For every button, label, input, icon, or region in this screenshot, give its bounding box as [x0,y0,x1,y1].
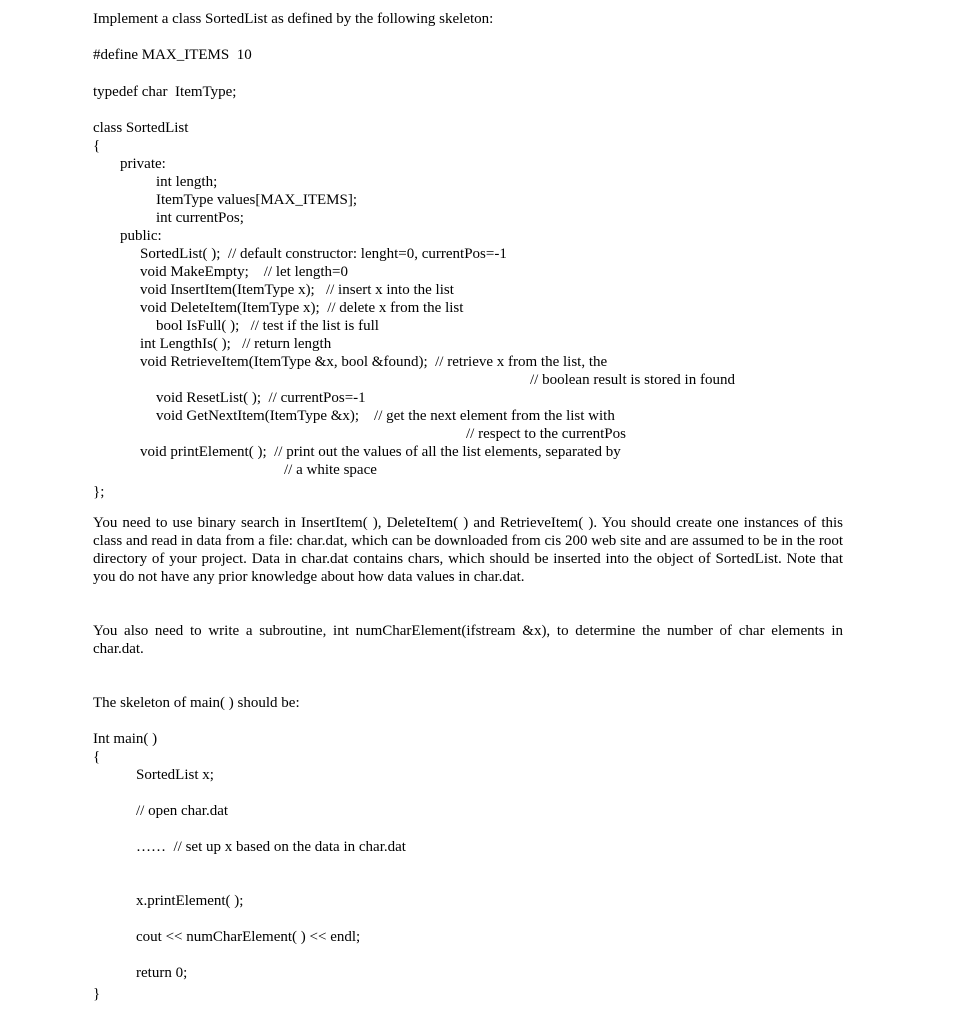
method-printelement-comment: // a white space [284,462,377,478]
method-retrieveitem: void RetrieveItem(ItemType &x, bool &found); // retrieve x from the list, the [140,354,608,370]
main-cout-line: cout << numCharElement( ) << endl; [136,929,361,945]
method-isfull: bool IsFull( ); // test if the list is full [156,318,379,334]
main-close-brace: } [93,986,101,1002]
private-label: private: [120,156,166,172]
member-currentpos: int currentPos; [156,210,244,226]
subroutine-paragraph: You also need to write a subroutine, int numCharElement(ifstream &x), to determine the number of char elements in char.dat. [93,623,843,657]
main-open-brace: { [93,749,101,765]
class-close-brace: }; [93,484,105,500]
typedef-line: typedef char ItemType; [93,84,237,100]
binary-search-paragraph: You need to use binary search in InsertItem( ), DeleteItem( ) and RetrieveItem( ). You should create one instances of this class and read in data from a file: char.dat, which can be downloaded from cis 200 web site and are assumed to be in the root directory of your project. Data in char.dat contains chars, which should be inserted into the object of SortedList. Note that you do not have any prior knowledge about how data values in char.dat. [93,515,843,585]
main-open-file: // open char.dat [136,803,229,819]
method-makeempty: void MakeEmpty; // let length=0 [140,264,349,280]
main-setup-x: …… // set up x based on the data in char.dat [136,839,406,855]
method-insertitem: void InsertItem(ItemType x); // insert x into the list [140,282,454,298]
main-skeleton-intro: The skeleton of main( ) should be: [93,695,300,711]
method-resetlist: void ResetList( ); // currentPos=-1 [156,390,366,406]
main-declare-x: SortedList x; [136,767,214,783]
method-constructor: SortedList( ); // default constructor: lenght=0, currentPos=-1 [140,246,507,262]
public-label: public: [120,228,162,244]
main-return: return 0; [136,965,188,981]
member-length: int length; [156,174,218,190]
class-open-brace: { [93,138,101,154]
intro-text: Implement a class SortedList as defined by the following skeleton: [93,11,494,27]
member-values: ItemType values[MAX_ITEMS]; [156,192,357,208]
method-lengthis: int LengthIs( ); // return length [140,336,332,352]
method-getnextitem-comment: // respect to the currentPos [466,426,626,442]
main-signature: Int main( ) [93,731,158,747]
define-line: #define MAX_ITEMS 10 [93,47,252,63]
method-retrieveitem-comment: // boolean result is stored in found [530,372,735,388]
method-getnextitem: void GetNextItem(ItemType &x); // get the next element from the list with [156,408,615,424]
method-printelement: void printElement( ); // print out the values of all the list elements, separated by [140,444,621,460]
class-declaration: class SortedList [93,120,189,136]
main-print-element: x.printElement( ); [136,893,244,909]
method-deleteitem: void DeleteItem(ItemType x); // delete x from the list [140,300,464,316]
